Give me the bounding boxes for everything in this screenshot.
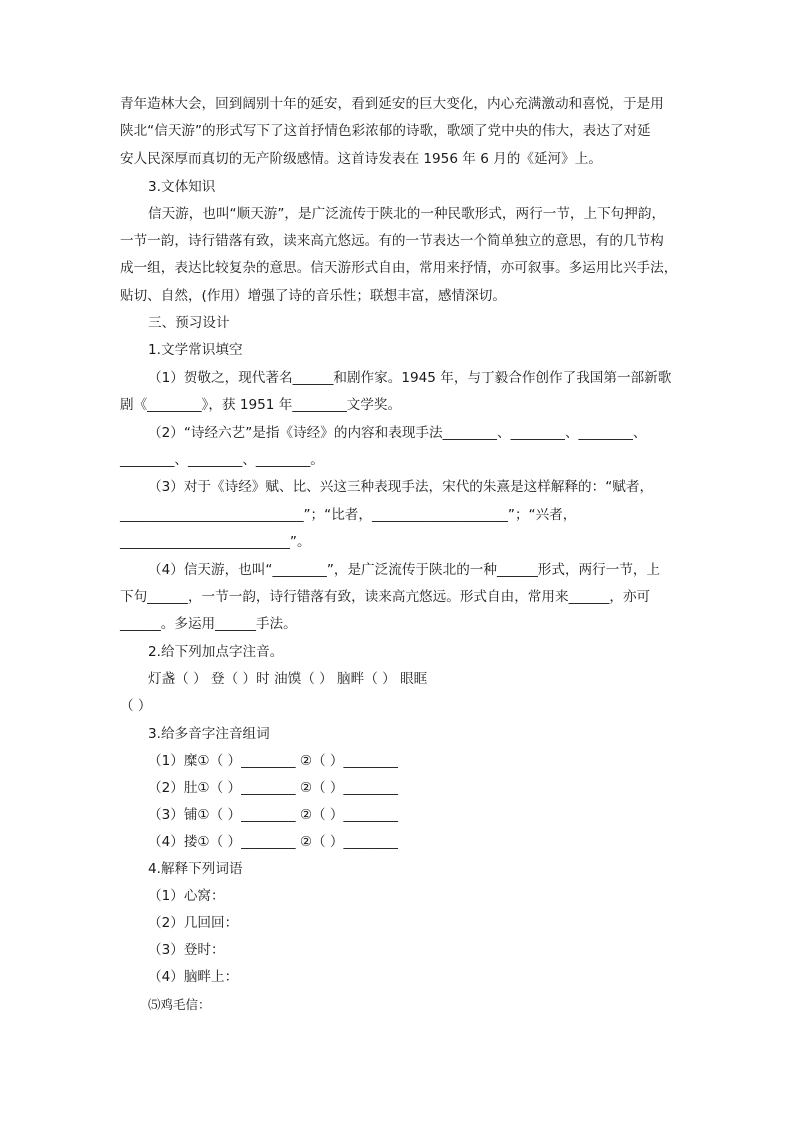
intro-line-1: 青年造林大会，回到阔别十年的延安，看到延安的巨大变化，内心充满激动和喜悦，于是用 [120,96,664,112]
q1-line-4: ________、________、________。 [120,452,324,468]
q3-row-1: （1）糜①（ ）________ ②（ ）________ [148,753,398,769]
q4-item-1: （1）心窝： [148,888,225,904]
q3-row-2: （2）肚①（ ）________ ②（ ）________ [148,780,398,796]
q1-line-9: 下句______，一节一韵，诗行错落有致，读来高亢悠远。形式自由，常用来______，亦可 [120,589,651,605]
q2-heading: 2.给下列加点字注音。 [148,644,284,660]
q4-heading: 4.解释下列词语 [148,861,243,877]
q1-line-7: _________________________”。 [120,534,311,550]
style-line-2: 一节一韵，诗行错落有致，读来高亢悠远。有的一节表达一个简单独立的意思，有的几节构 [120,233,664,249]
q4-item-4: （4）脑畔上： [148,969,239,985]
preview-heading: 三、预习设计 [148,315,230,331]
style-line-4: 贴切、自然，(作用）增强了诗的音乐性；联想丰富，感情深切。 [120,288,506,304]
q1-line-3: （2）“诗经六艺”是指《诗经》的内容和表现手法________、________、________、 [148,425,647,441]
style-line-1: 信天游，也叫“顺天游”，是广泛流传于陕北的一种民歌形式，两行一节，上下句押韵， [148,206,666,222]
q1-line-5: （3）对于《诗经》赋、比、兴这三种表现手法，宋代的朱熹是这样解释的：“赋者， [148,479,654,495]
style-knowledge-heading: 3.文体知识 [148,179,216,195]
q3-row-3: （3）铺①（ ）________ ②（ ）________ [148,807,398,823]
q1-line-2: 剧《________》，获 1951 年________文学奖。 [120,397,402,413]
q1-heading: 1.文学常识填空 [148,342,243,358]
intro-line-3: 安人民深厚而真切的无产阶级感情。这首诗发表在 1956 年 6 月的《延河》上。 [120,151,602,167]
q2-line-2: （ ） [120,698,152,714]
q4-item-3: （3）登时： [148,942,225,958]
q3-row-4: （4）搂①（ ）________ ②（ ）________ [148,834,398,850]
q3-heading: 3.给多音字注音组词 [148,726,270,742]
q1-line-8: （4）信天游，也叫“________”，是广泛流传于陕北的一种______形式，两行一节，上 [148,562,661,578]
q1-line-6: ___________________________”；“比者，____________________”；“兴者， [120,507,577,523]
q1-line-1: （1）贺敬之，现代著名______和剧作家。1945 年，与丁毅合作创作了我国第一部新歌 [148,370,672,386]
q1-line-10: ______。多运用______手法。 [120,616,297,632]
q4-item-2: （2）几回回： [148,915,239,931]
intro-line-2: 陕北“信天游”的形式写下了这首抒情色彩浓郁的诗歌，歌颂了党中央的伟大，表达了对延 [120,123,651,139]
q4-item-5: ⑸鸡毛信： [148,997,211,1012]
q2-line-1: 灯盏（ ） 登（ ）时 油馍（ ） 脑畔（ ） 眼眶 [148,671,428,687]
style-line-3: 成一组，表达比较复杂的意思。信天游形式自由，常用来抒情，亦可叙事。多运用比兴手法， [120,260,678,276]
